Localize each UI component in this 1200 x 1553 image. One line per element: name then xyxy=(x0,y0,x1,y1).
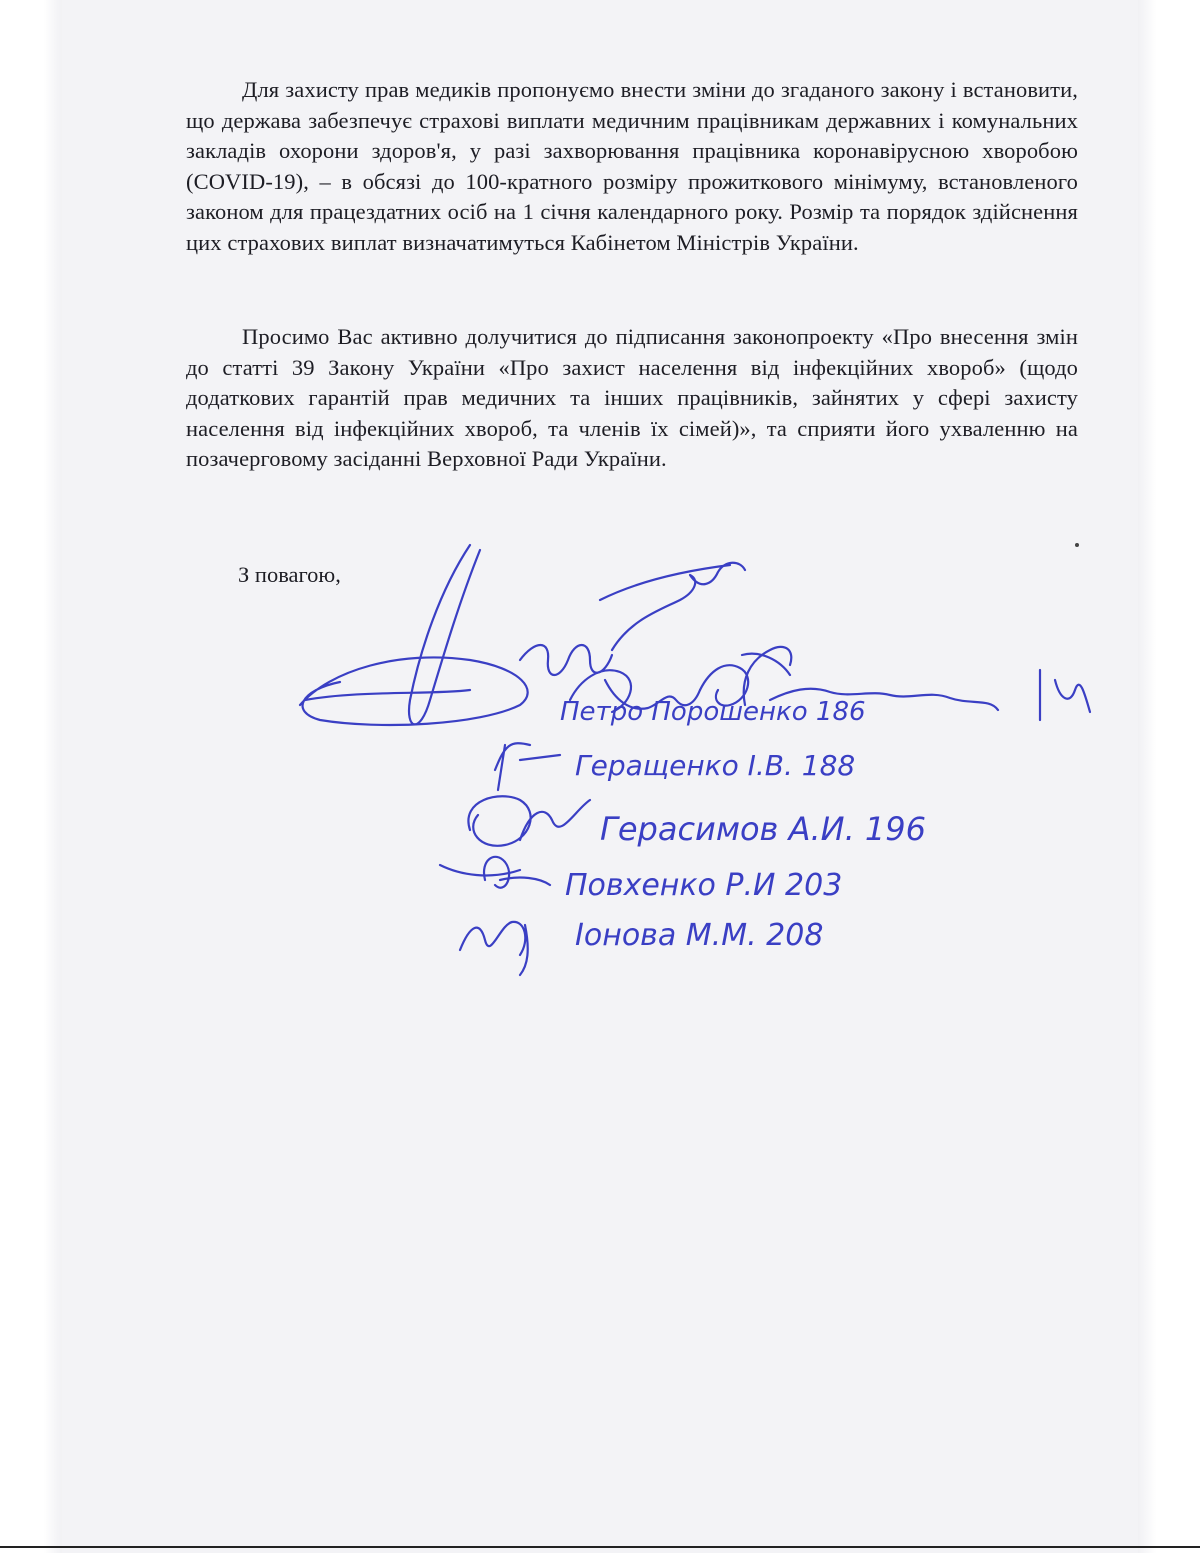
closing-salutation: З повагою, xyxy=(238,562,341,587)
signature-herashchenko-text: Геращенко І.В. 188 xyxy=(575,749,856,782)
bottom-divider xyxy=(0,1546,1200,1548)
signature-pavlenko xyxy=(484,857,550,888)
signature-herasymov xyxy=(440,796,590,875)
signature-ionova-text: Іонова М.М. 208 xyxy=(575,918,824,953)
paragraph-2-text: Просимо Вас активно долучитися до підписання законопроекту «Про внесення змін до статті 39 Закону України «Про захист населення від інфекційних хвороб» (щодо додаткових гарантій прав медичних та інших працівників, зайнятих у сфері захисту населення від інфекційних хвороб, та членів їх сімей)», та сприяти його ухваленню на позачерговому засіданні Верховної Ради України. xyxy=(186,324,1078,472)
signature-poroshenko-text: Петро Порошенко 186 xyxy=(560,697,866,727)
paragraph-1-text: Для захисту прав медиків пропонуємо внести зміни до згаданого закону і встановити, що держава забезпечує страхові виплати медичним працівникам державних і комунальних закладів охорони здоров'я, у разі захворювання працівника коронавірусною хворобою (COVID-19), – в обсязі до 100-кратного розміру прожиткового мінімуму, встановленого законом для працездатних осіб на 1 січня календарного року. Розмір та порядок здійснення цих страхових виплат визначатимуться Кабінетом Міністрів України. xyxy=(186,77,1078,255)
signature-ionova xyxy=(460,922,528,975)
signature-herasymov-text: Герасимов А.И. 196 xyxy=(600,810,926,848)
signature-herashchenko xyxy=(495,743,560,790)
signature-pavlenko-text: Повхенко Р.И 203 xyxy=(565,868,843,903)
